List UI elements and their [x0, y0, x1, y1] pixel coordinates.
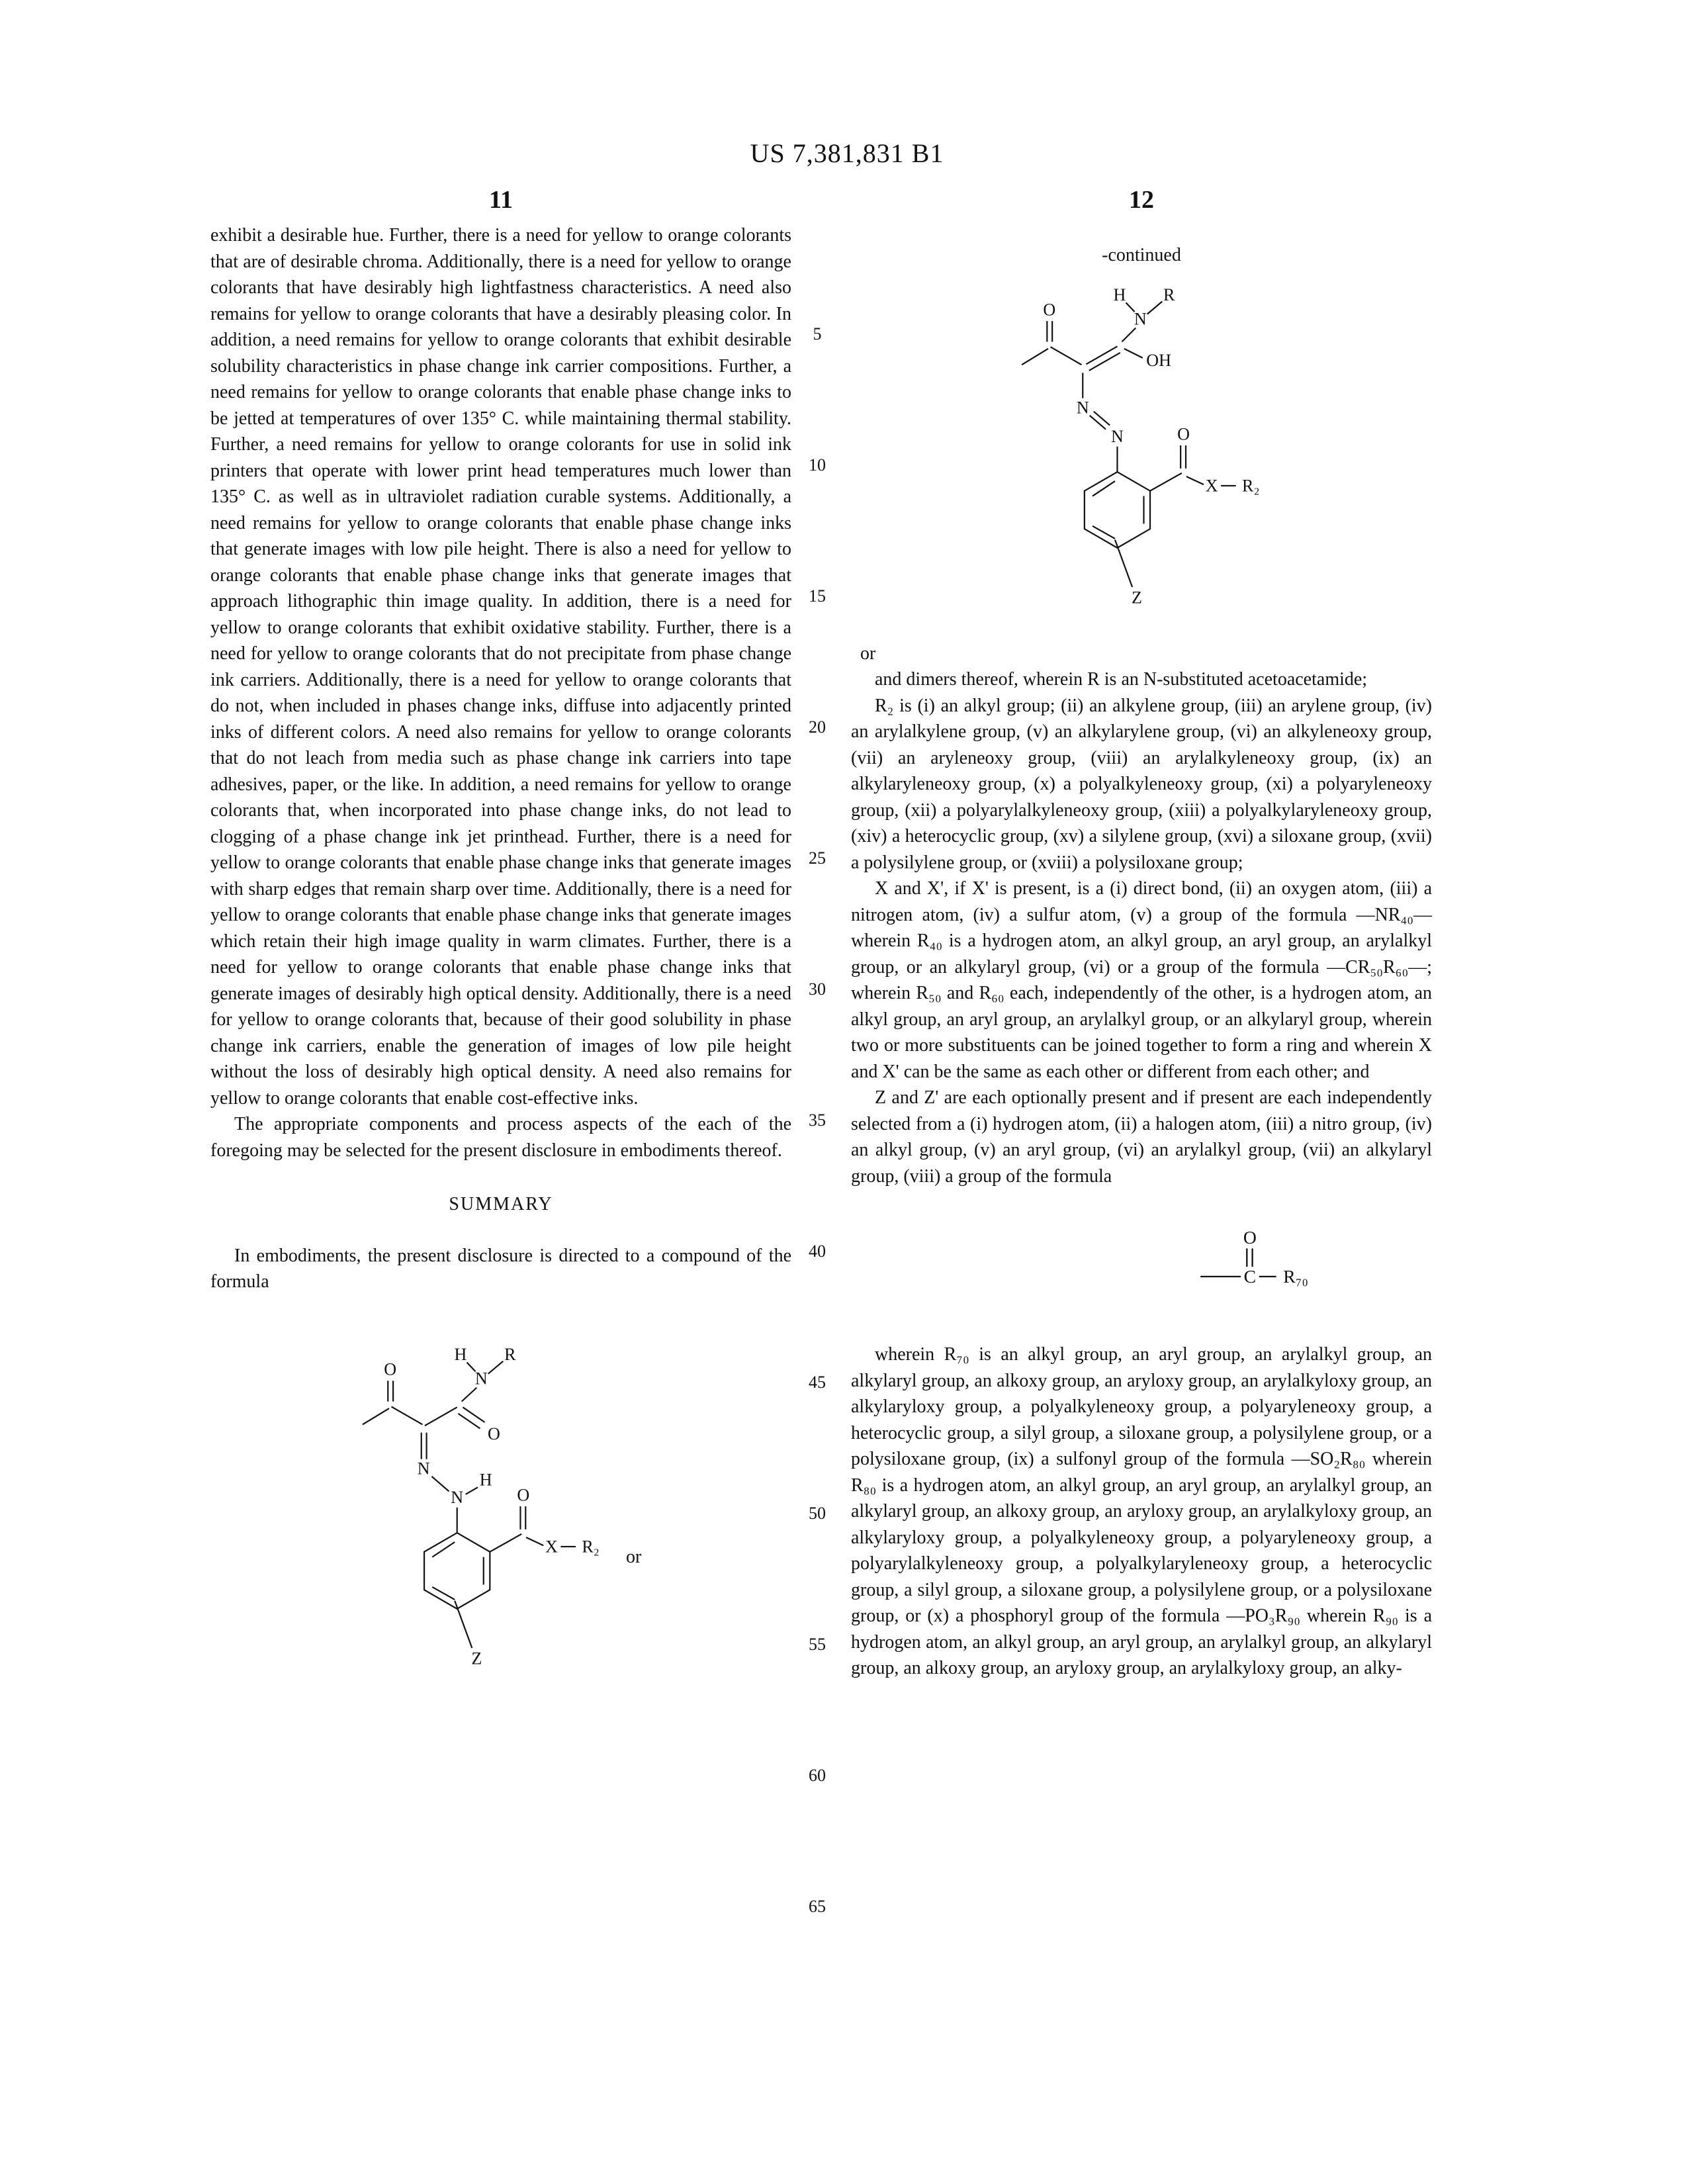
atom-label-nitrogen-nh: N [451, 1487, 464, 1507]
atom-label-nitrogen-azo-2: N [1111, 426, 1124, 446]
atom-label-hydrogen-amide: H [454, 1344, 467, 1364]
atom-label-nitrogen-azo-1: N [1076, 397, 1089, 417]
keto-structure-figure [210, 1332, 791, 1703]
bond-lines [363, 1361, 576, 1647]
paragraph-r70-definition: wherein R₇₀ is an alkyl group, an aryl group, an arylalkyl group, an alkylaryl group, an alkoxy group, an aryloxy group, an arylalkyloxy group, an alkylaryloxy group, a polyalkyleneoxy group, a polyaryleneoxy group, a heterocyclic group, a silyl group, a siloxane group, a polysilylene group, or a polysiloxane group, (ix) a sulfonyl group of the formula —SO₂R₈₀ wherein R₈₀ is a hydrogen atom, an alkyl group, an aryl group, an arylalkyl group, an alkylaryl group, an alkoxy group, an aryloxy group, an arylalkyloxy group, an alkylaryloxy group, a polyalkyleneoxy group, a polyaryleneoxy group, a polyarylalkyleneoxy group, a polyalkylaryleneoxy group, a heterocyclic group, a silyl group, a siloxane group, a polysilylene group, or a polysiloxane group, or (x) a phosphoryl group of the formula —PO₃R₉₀ wherein R₉₀ is a hydrogen atom, an alkyl group, an aryl group, an arylalkyl group, an alkylaryl group, an alkoxy group, an aryloxy group, an arylalkyloxy group, an alky- [851, 1344, 1432, 1678]
paragraph-z-definition: Z and Z' are each optionally present and if present are each independently selected from a (i) hydrogen atom, (ii) a halogen atom, (iii) a nitro group, (iv) an alkyl group, (v) an aryl group, (vi) an arylalkyl group, (vii) an alkylaryl group, (viii) a group of the formula [851, 1087, 1432, 1187]
bond-lines [1200, 1248, 1276, 1276]
enol-structure-figure [851, 242, 1432, 618]
or-label: or [860, 643, 876, 664]
atom-label-x-group: X [545, 1537, 558, 1557]
paragraph-r2-definition: R₂ is (i) an alkyl group; (ii) an alkylene group, (iii) an arylene group, (iv) an arylalkylene group, (v) an alkylarylene group, (vi) an alkyleneoxy group, (vii) an aryleneoxy group, (viii) an arylalkyleneoxy group, (ix) an alkylaryleneoxy group, (x) a polyalkyleneoxy group, (xi) a polyaryleneoxy group, (xii) a polyarylalkyleneoxy group, (xiii) a polyalkylaryleneoxy group, (xiv) a heterocyclic group, (xv) a silylene group, (xvi) a siloxane group, (xvii) a polysilylene group, or (xviii) a polysiloxane group; [851, 695, 1432, 873]
paragraph-components: The appropriate components and process aspects of the each of the foregoing may be selected for the present disclosure in embodiments thereof. [210, 1114, 791, 1161]
continued-label: -continued [1102, 245, 1181, 265]
atom-label-hydrogen-amide: H [1113, 285, 1126, 304]
bond-lines [1022, 301, 1236, 587]
atom-label-r-group: R [504, 1344, 516, 1364]
line-number: 5 [813, 324, 822, 343]
line-number: 25 [809, 848, 826, 868]
atom-label-nitrogen-hydrazone: N [417, 1458, 430, 1478]
atom-label-oxygen: O [1243, 1228, 1257, 1248]
line-number: 20 [809, 717, 826, 737]
atom-label-oxygen-amide: O [487, 1424, 500, 1443]
patent-number: US 7,381,831 B1 [750, 138, 944, 168]
atom-label-r70-group: R₇₀ [1283, 1266, 1309, 1287]
line-number: 15 [809, 586, 826, 606]
carbonyl-formula-figure [851, 1228, 1432, 1307]
line-number: 30 [809, 979, 826, 999]
atom-label-r2-group: R₂ [1242, 476, 1260, 496]
line-number: 60 [809, 1766, 826, 1785]
atom-label-z-group: Z [1132, 587, 1143, 607]
atom-label-oxygen-acyl: O [1177, 424, 1190, 443]
atom-label-carbon: C [1243, 1266, 1257, 1287]
atom-label-r2-group: R₂ [582, 1537, 600, 1557]
paragraph-dimers: and dimers thereof, wherein R is an N-substituted acetoacetamide; [875, 669, 1368, 690]
atom-label-x-group: X [1205, 476, 1218, 496]
keto-structure-diagram [327, 1332, 638, 1690]
paragraph-needs: exhibit a desirable hue. Further, there is a need for yellow to orange colorants that are of desirable chroma. Additionally, there is a need for yellow to orange colorants that have desirably high lightfastness characteristics. A need also remains for yellow to orange colorants that have a desirably pleasing color. In addition, a need remains for yellow to orange colorants that exhibit desirable solubility characteristics in phase change ink carrier compositions. Further, a need remains for yellow to orange colorants that enable phase change inks to be jetted at temperatures of over 135° C. while maintaining thermal stability. Further, a need remains for yellow to orange colorants for use in solid ink printers that operate with lower print head temperatures much lower than 135° C. as well as in ultraviolet radiation curable systems. Additionally, a need remains for yellow to orange colorants that enable phase change inks that generate images with low pile height. There is also a need for yellow to orange colorants that enable phase change inks that generate images that approach lithographic thin image quality. In addition, there is a need for yellow to orange colorants that exhibit oxidative stability. Further, there is a need for yellow to orange colorants that do not precipitate from phase change ink carriers. Additionally, there is a need for yellow to orange colorants that do not, when included in phases change inks, diffuse into adjacently printed inks of different colors. A need also remains for yellow to orange colorants that do not leach from media such as phase change ink carriers into tape adhesives, paper, or the like. In addition, a need remains for yellow to orange colorants that, when incorporated into phase change inks, do not lead to clogging of a phase change ink jet printhead. Further, there is a need for yellow to orange colorants that enable phase change inks that generate images with sharp edges that remain sharp over time. Additionally, there is a need for yellow to orange colorants that enable phase change inks that generate images which retain their high image quality in warm climates. Further, there is a need for yellow to orange colorants that enable phase change inks that generate images of desirably high optical density. Additionally, there is a need for yellow to orange colorants that, because of their good solubility in phase change ink carriers, enable the generation of images of low pile height without the loss of desirably high optical density. A need also remains for yellow to orange colorants that enable cost-effective inks. [210, 225, 791, 1109]
atom-label-z-group: Z [471, 1649, 482, 1668]
atom-label-nitrogen-amide: N [474, 1369, 488, 1388]
column-12 [851, 232, 1432, 1682]
paragraph-x-definition: X and X', if X' is present, is a (i) direct bond, (ii) an oxygen atom, (iii) a nitrogen atom, (iv) a sulfur atom, (v) a group of the formula —NR₄₀— wherein R₄₀ is a hydrogen atom, an alkyl group, an aryl group, an arylalkyl group, or an alkylaryl group, (vi) or a group of the formula —CR₅₀R₆₀—; wherein R₅₀ and R₆₀ each, independently of the other, is a hydrogen atom, an alkyl group, an aryl group, an arylalkyl group, or an alkylaryl group, wherein two or more substituents can be joined together to form a ring and wherein X and X' can be the same as each other or different from each other; and [851, 878, 1432, 1082]
atom-label-hydrogen-nh: H [479, 1470, 492, 1490]
line-number: 65 [809, 1897, 826, 1916]
summary-heading: SUMMARY [449, 1194, 553, 1214]
column-number-12: 12 [1129, 186, 1154, 214]
atom-label-r-group: R [1163, 285, 1175, 304]
atom-labels [1043, 285, 1259, 607]
atom-label-nitrogen-amide: N [1134, 308, 1147, 328]
line-number: 55 [809, 1635, 826, 1654]
atom-labels [384, 1344, 600, 1668]
line-number: 50 [809, 1504, 826, 1523]
carbonyl-formula-diagram [1182, 1228, 1380, 1307]
line-number: 45 [809, 1373, 826, 1392]
line-number-gutter [798, 0, 836, 2184]
atom-label-oxygen-acyl: O [517, 1484, 530, 1504]
line-number: 35 [809, 1111, 826, 1130]
column-number-11: 11 [489, 186, 513, 214]
atom-label-oxygen-ketone: O [384, 1359, 397, 1379]
paragraph-embodiments: In embodiments, the present disclosure is directed to a compound of the formula [210, 1245, 791, 1292]
line-number: 40 [809, 1242, 826, 1261]
atom-label-oxygen-ketone: O [1043, 299, 1056, 319]
column-11 [210, 222, 791, 1703]
atom-label-hydroxyl: OH [1146, 350, 1171, 370]
line-number: 10 [809, 455, 826, 475]
enol-structure-diagram [986, 273, 1297, 618]
or-label: or [626, 1546, 642, 1567]
